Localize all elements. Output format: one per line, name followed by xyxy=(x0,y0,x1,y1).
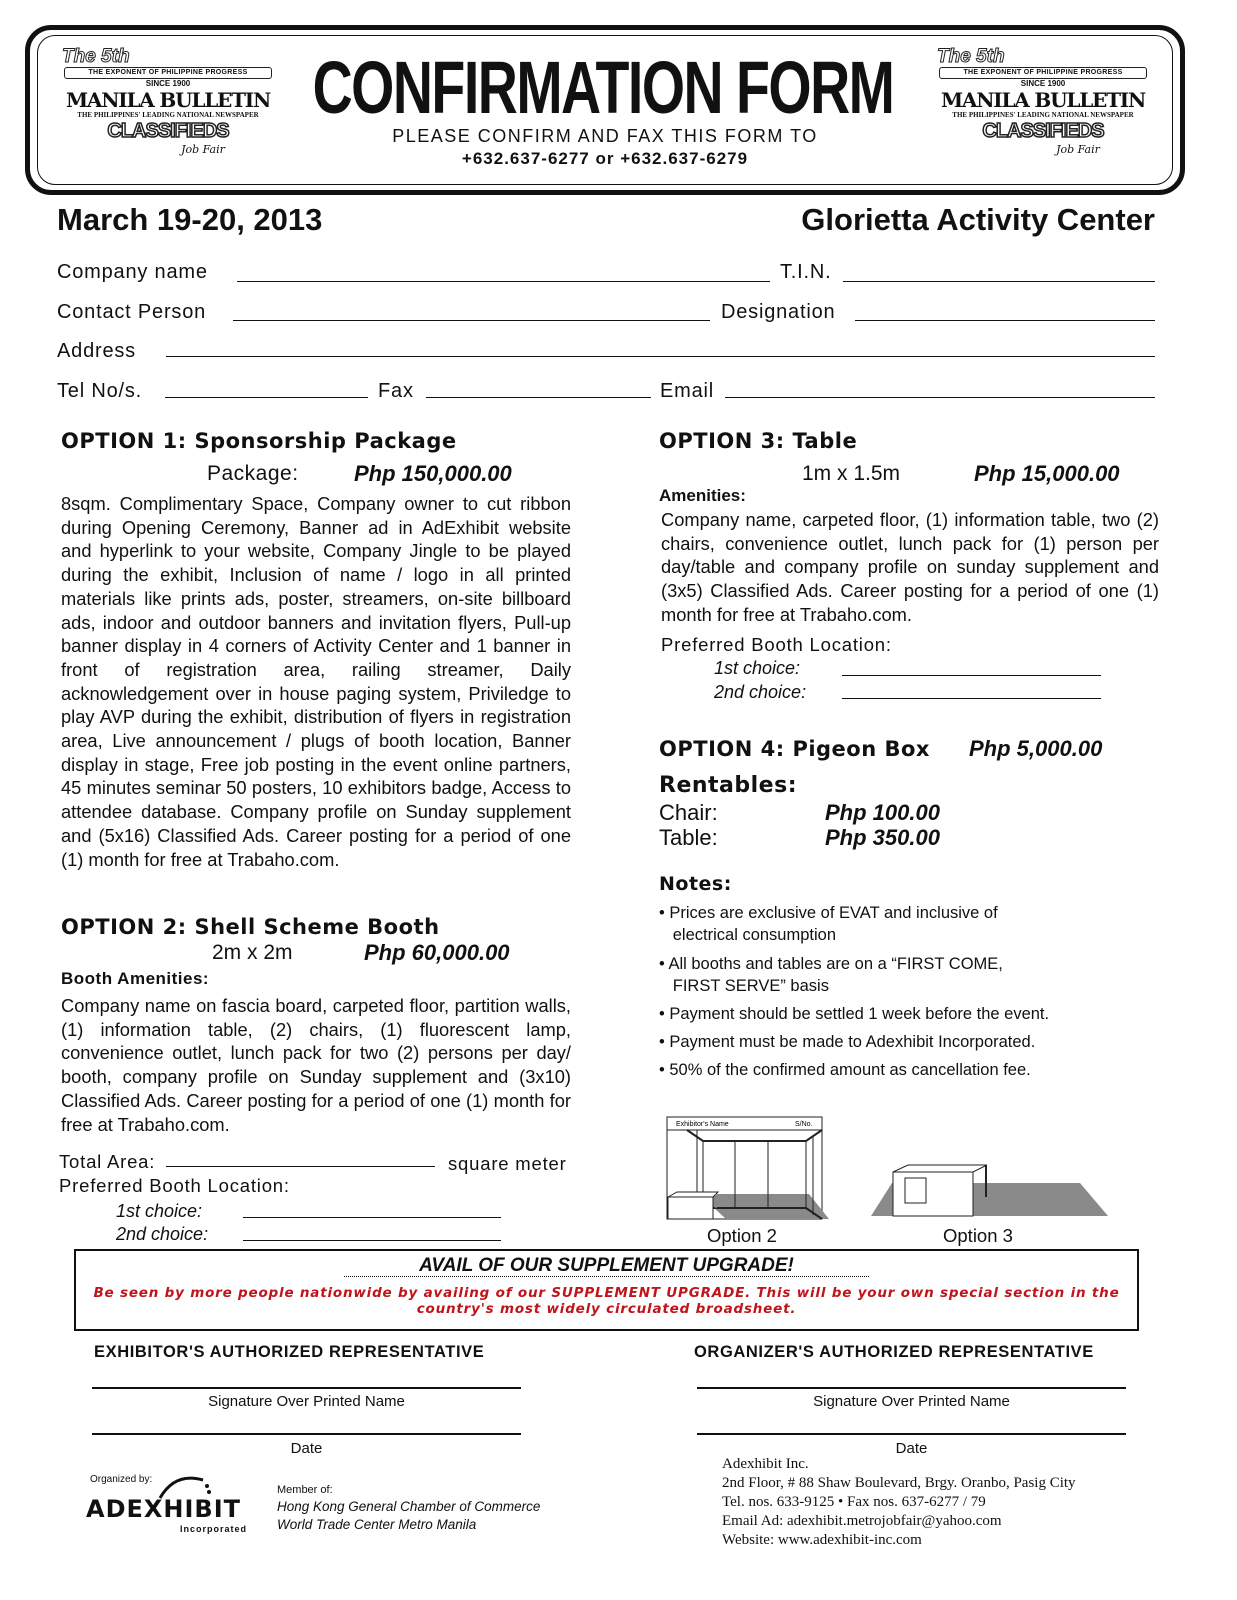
option2-caption: Option 2 xyxy=(707,1225,777,1246)
exhibitor-signature-label: Signature Over Printed Name xyxy=(208,1393,405,1410)
membership-item: Hong Kong General Chamber of Commerce xyxy=(277,1499,541,1514)
option2-description: Company name on fascia board, carpeted floor, partition walls, (1) information table, (2) chairs, (1) fluorescent lamp, convenience outlet, lunch pack for two (2) persons per day/ booth, company profile on Sunday supplement and (3x10) Classified Ads. Career posting for a period of one (1) month for free at Trabaho.com. xyxy=(61,995,571,1135)
tel-field[interactable] xyxy=(165,397,368,398)
manila-bulletin-logo-right xyxy=(933,46,1153,181)
membership-item: World Trade Center Metro Manila xyxy=(277,1517,477,1532)
option4-price: Php 5,000.00 xyxy=(969,736,1103,761)
option3-preferred-label: Preferred Booth Location: xyxy=(661,634,892,655)
option2-choice1-label: 1st choice: xyxy=(116,1201,203,1221)
supplement-title: AVAIL OF OUR SUPPLEMENT UPGRADE! xyxy=(344,1255,869,1277)
note-item: • Payment should be settled 1 week before the event. xyxy=(659,1005,1050,1023)
ribbon-left: THE EXPONENT OF xyxy=(88,69,160,76)
ribbon-right: PHILIPPINE PROGRESS xyxy=(161,69,248,76)
manila-bulletin-logo-left xyxy=(58,46,278,181)
booth-sign-name: Exhibitor's Name xyxy=(676,1121,729,1128)
organized-by-label: Organized by: xyxy=(90,1474,153,1485)
event-date: March 19-20, 2013 xyxy=(57,202,323,237)
option3-price: Php 15,000.00 xyxy=(974,461,1120,486)
designation-field[interactable] xyxy=(855,320,1155,321)
ribbon-left: THE EXPONENT OF xyxy=(963,69,1035,76)
booth-sign-no: S/No. xyxy=(795,1121,813,1128)
option2-size: 2m x 2m xyxy=(212,941,293,964)
note-item: • All booths and tables are on a “FIRST COME, FIRST SERVE” basis xyxy=(659,955,1003,995)
option2-choice2-field[interactable] xyxy=(243,1240,501,1241)
tin-field[interactable] xyxy=(843,281,1155,282)
address-label: Address xyxy=(57,340,136,362)
address-field[interactable] xyxy=(166,356,1155,357)
company-name-field[interactable] xyxy=(237,281,770,282)
logo-jobfair: Job Fair xyxy=(1056,143,1100,156)
email-field[interactable] xyxy=(725,397,1155,398)
organizer-signature-field[interactable] xyxy=(697,1387,1126,1389)
exhibitor-date-field[interactable] xyxy=(92,1433,521,1435)
rentable-chair-price: Php 100.00 xyxy=(825,800,940,825)
option1-description: 8sqm. Complimentary Space, Company owner to cut ribbon during Opening Ceremony, Banner ad in AdExhibit website and hyperlink to your website, Company Jingle to be played during the exhibit, Inclusion of name / logo in all printed materials like prints ads, poster, streamers, on-site billboard ads, indoor and outdoor banners and invitation flyers, Pull-up banner display in 4 corners of Activity Center and 1 banner in front of registration area, railing streamer, Daily acknowledgement over in house paging system, Priviledge to play AVP during the exhibit, distribution of flyers in registration area, Live announcement / plugs of booth location, Banner display in stage, Free job posting in the event online partners, 45 minutes seminar 50 posters, 10 exhibitors badge, Access to attendee database. Company profile on Sunday supplement and (5x16) Classified Ads. Career posting for a period of one (1) month for free at Trabaho.com. xyxy=(61,493,571,870)
note-item: • 50% of the confirmed amount as cancellation fee. xyxy=(659,1061,1031,1079)
address-line: Adexhibit Inc. xyxy=(722,1456,809,1472)
company-name-label: Company name xyxy=(57,261,208,283)
contact-person-field[interactable] xyxy=(233,320,710,321)
address-line: Tel. nos. 633-9125 • Fax nos. 637-6277 / 79 xyxy=(722,1494,986,1510)
option2-preferred-label: Preferred Booth Location: xyxy=(59,1175,290,1196)
organizer-signature-label: Signature Over Printed Name xyxy=(813,1393,1010,1410)
option3-choice2-field[interactable] xyxy=(842,698,1101,699)
exhibitor-rep-heading: EXHIBITOR'S AUTHORIZED REPRESENTATIVE xyxy=(94,1343,485,1361)
member-of-label: Member of: xyxy=(277,1484,333,1496)
note-item: • Prices are exclusive of EVAT and inclusive of electrical consumption xyxy=(659,904,998,944)
organizer-address-block xyxy=(722,1455,1076,1550)
total-area-field[interactable] xyxy=(166,1166,435,1167)
option3-choice1-field[interactable] xyxy=(842,675,1101,676)
supplement-text: Be seen by more people nationwide by availing of our SUPPLEMENT UPGRADE. This will be your own special section in the country's most widely circulated broadsheet. xyxy=(93,1285,1120,1317)
option3-choice2-label: 2nd choice: xyxy=(714,682,807,702)
option3-size: 1m x 1.5m xyxy=(802,462,901,485)
option1-package-label: Package: xyxy=(207,462,299,485)
fax-numbers: +632.637-6277 or +632.637-6279 xyxy=(461,149,749,168)
option4-title: OPTION 4: Pigeon Box xyxy=(659,737,930,761)
total-area-label: Total Area: xyxy=(59,1151,156,1172)
option1-title: OPTION 1: Sponsorship Package xyxy=(61,429,457,453)
logo-since: SINCE 1900 xyxy=(145,79,191,88)
rentable-table-label: Table: xyxy=(659,825,718,850)
adexhibit-logo-sub: Incorporated xyxy=(180,1524,248,1534)
tel-label: Tel No/s. xyxy=(57,380,143,402)
rentables-title: Rentables: xyxy=(659,773,797,798)
address-line: Email Ad: adexhibit.metrojobfair@yahoo.com xyxy=(722,1513,1002,1529)
exhibitor-date-label: Date xyxy=(290,1440,323,1457)
event-venue: Glorietta Activity Center xyxy=(801,202,1155,237)
designation-label: Designation xyxy=(721,301,836,323)
table-illustration xyxy=(871,1165,1108,1216)
logo-tagline: THE PHILIPPINES' LEADING NATIONAL NEWSPAPER xyxy=(77,111,259,119)
logo-ribbon xyxy=(64,67,272,79)
exhibitor-signature-field[interactable] xyxy=(92,1387,521,1389)
ribbon-right: PHILIPPINE PROGRESS xyxy=(1036,69,1123,76)
logo-ribbon xyxy=(939,67,1147,79)
organizer-rep-heading: ORGANIZER'S AUTHORIZED REPRESENTATIVE xyxy=(694,1343,1094,1361)
rentable-table-price: Php 350.00 xyxy=(825,825,940,850)
option3-title: OPTION 3: Table xyxy=(659,429,858,453)
total-area-unit: square meter xyxy=(448,1153,567,1174)
booth-illustrations xyxy=(660,1110,1120,1225)
fax-field[interactable] xyxy=(426,397,651,398)
adexhibit-logo: ADEXHIBIT xyxy=(86,1495,242,1523)
fax-instruction: PLEASE CONFIRM AND FAX THIS FORM TO xyxy=(392,126,818,146)
notes-title: Notes: xyxy=(659,873,732,895)
rentable-chair-label: Chair: xyxy=(659,800,718,825)
email-label: Email xyxy=(660,380,715,402)
logo-jobfair: Job Fair xyxy=(181,143,225,156)
logo-classifieds: CLASSIFIEDS xyxy=(982,120,1104,142)
option2-title: OPTION 2: Shell Scheme Booth xyxy=(61,915,440,939)
option2-choice2-label: 2nd choice: xyxy=(116,1224,209,1244)
shell-booth-illustration xyxy=(667,1117,829,1219)
organizer-date-field[interactable] xyxy=(697,1433,1126,1435)
option3-caption: Option 3 xyxy=(943,1225,1013,1246)
option2-price: Php 60,000.00 xyxy=(364,940,510,965)
option2-amenities-label: Booth Amenities: xyxy=(61,969,210,988)
address-line: Website: www.adexhibit-inc.com xyxy=(722,1532,922,1548)
logo-name: MANILA BULLETIN xyxy=(940,88,1146,112)
page-title: CONFIRMATION FORM xyxy=(312,46,894,129)
logo-edition: The 5th xyxy=(62,46,130,67)
option2-choice1-field[interactable] xyxy=(243,1217,501,1218)
option3-choice1-label: 1st choice: xyxy=(714,658,801,678)
address-line: 2nd Floor, # 88 Shaw Boulevard, Brgy. Oranbo, Pasig City xyxy=(722,1475,1076,1491)
option1-price: Php 150,000.00 xyxy=(354,461,512,486)
note-item: • Payment must be made to Adexhibit Incorporated. xyxy=(659,1033,1036,1051)
fax-label: Fax xyxy=(378,380,414,402)
tin-label: T.I.N. xyxy=(780,261,832,283)
logo-edition: The 5th xyxy=(937,46,1005,67)
logo-classifieds: CLASSIFIEDS xyxy=(107,120,229,142)
logo-since: SINCE 1900 xyxy=(1020,79,1066,88)
logo-name: MANILA BULLETIN xyxy=(65,88,271,112)
option3-amenities-label: Amenities: xyxy=(659,486,746,505)
logo-tagline: THE PHILIPPINES' LEADING NATIONAL NEWSPAPER xyxy=(952,111,1134,119)
supplement-box xyxy=(74,1249,1139,1331)
organizer-date-label: Date xyxy=(895,1440,928,1457)
option3-description: Company name, carpeted floor, (1) information table, two (2) chairs, convenience outlet, lunch pack for (1) person per day/table and company profile on sunday supplement and (3x5) Classified Ads. Career posting for a period of one (1) month for free at Trabaho.com. xyxy=(661,509,1159,625)
contact-person-label: Contact Person xyxy=(57,301,207,323)
